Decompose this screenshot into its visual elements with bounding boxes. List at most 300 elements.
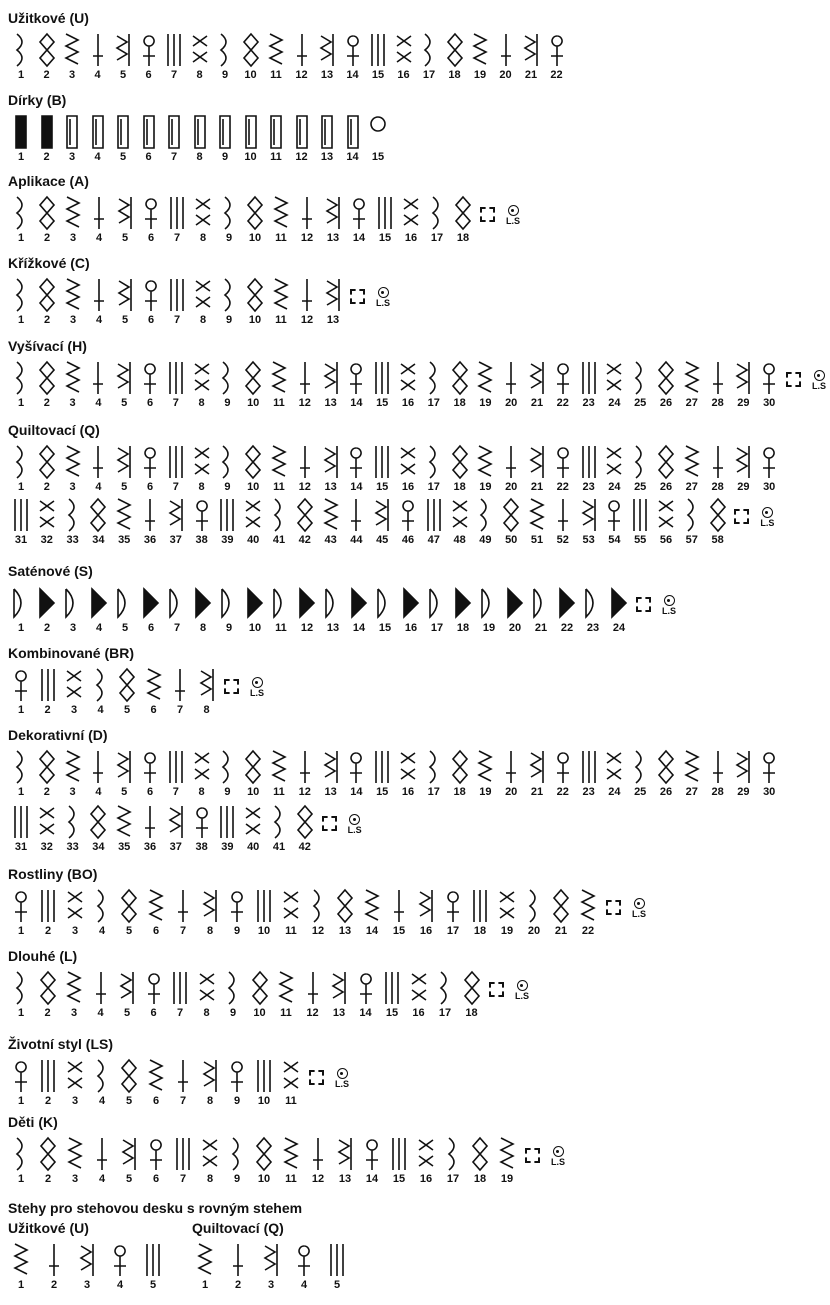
stitch-item-s-6[interactable] (138, 585, 164, 635)
stitch-item-bo-16[interactable] (413, 888, 439, 938)
stitch-item-s-4[interactable] (86, 585, 112, 635)
stitch-item-h-9[interactable] (214, 360, 240, 410)
ls-memory-button[interactable] (658, 595, 680, 616)
stitch-item-b-5[interactable] (110, 114, 136, 164)
stitch-item-d-11[interactable] (266, 749, 292, 799)
stitch-item-l-8[interactable] (194, 970, 220, 1020)
stitch-item-a-9[interactable] (216, 195, 242, 245)
stitch-item-br-2[interactable] (35, 667, 61, 717)
stitch-item-k-11[interactable] (278, 1136, 304, 1186)
stitch-item-q-41[interactable] (266, 497, 292, 547)
stitch-item-b-13[interactable] (314, 114, 340, 164)
stitch-item-k-18[interactable] (467, 1136, 493, 1186)
stitch-item-d-28[interactable] (705, 749, 731, 799)
stitch-item-d-9[interactable] (214, 749, 240, 799)
stitch-item-k-17[interactable] (440, 1136, 466, 1186)
stitch-item-u-9[interactable] (212, 32, 238, 82)
stitch-item-s-8[interactable] (190, 585, 216, 635)
stitch-item-d-32[interactable] (34, 804, 60, 854)
stitch-item-h-14[interactable] (343, 360, 369, 410)
stitch-item-h-5[interactable] (111, 360, 137, 410)
stitch-item-br-6[interactable] (141, 667, 167, 717)
stitch-item-bo-1[interactable] (8, 888, 34, 938)
user-stitch-box-icon[interactable] (480, 207, 495, 222)
stitch-item-d-18[interactable] (447, 749, 473, 799)
stitch-item-b-12[interactable] (289, 114, 315, 164)
stitch-item-spu-1[interactable] (8, 1242, 34, 1292)
stitch-item-l-1[interactable] (8, 970, 34, 1020)
stitch-item-d-19[interactable] (472, 749, 498, 799)
stitch-item-k-5[interactable] (116, 1136, 142, 1186)
stitch-item-h-2[interactable] (34, 360, 60, 410)
stitch-item-ls-7[interactable] (170, 1058, 196, 1108)
stitch-item-q-24[interactable] (601, 444, 627, 494)
stitch-item-q-53[interactable] (576, 497, 602, 547)
stitch-item-ls-11[interactable] (278, 1058, 304, 1108)
stitch-item-a-14[interactable] (346, 195, 372, 245)
stitch-item-s-5[interactable] (112, 585, 138, 635)
stitch-item-q-25[interactable] (627, 444, 653, 494)
stitch-item-d-20[interactable] (498, 749, 524, 799)
stitch-item-d-33[interactable] (60, 804, 86, 854)
stitch-item-c-2[interactable] (34, 277, 60, 327)
stitch-item-q-21[interactable] (524, 444, 550, 494)
stitch-item-u-6[interactable] (136, 32, 162, 82)
stitch-item-ls-3[interactable] (62, 1058, 88, 1108)
user-stitch-box-icon[interactable] (525, 1148, 540, 1163)
stitch-item-h-30[interactable] (756, 360, 782, 410)
stitch-item-bo-12[interactable] (305, 888, 331, 938)
stitch-item-k-9[interactable] (224, 1136, 250, 1186)
stitch-item-h-21[interactable] (524, 360, 550, 410)
stitch-item-bo-6[interactable] (143, 888, 169, 938)
stitch-item-a-15[interactable] (372, 195, 398, 245)
stitch-item-h-12[interactable] (292, 360, 318, 410)
stitch-item-l-4[interactable] (88, 970, 114, 1020)
stitch-item-d-37[interactable] (163, 804, 189, 854)
ls-memory-button[interactable] (331, 1068, 353, 1089)
stitch-item-bo-13[interactable] (332, 888, 358, 938)
stitch-item-u-13[interactable] (314, 32, 340, 82)
stitch-item-b-8[interactable] (187, 114, 213, 164)
stitch-item-a-7[interactable] (164, 195, 190, 245)
stitch-item-h-1[interactable] (8, 360, 34, 410)
stitch-item-d-26[interactable] (653, 749, 679, 799)
stitch-item-d-40[interactable] (240, 804, 266, 854)
stitch-item-bo-22[interactable] (575, 888, 601, 938)
stitch-item-d-3[interactable] (60, 749, 86, 799)
stitch-item-q-34[interactable] (85, 497, 111, 547)
stitch-item-s-21[interactable] (528, 585, 554, 635)
stitch-item-d-36[interactable] (137, 804, 163, 854)
stitch-item-d-2[interactable] (34, 749, 60, 799)
stitch-item-l-9[interactable] (220, 970, 246, 1020)
stitch-item-s-17[interactable] (424, 585, 450, 635)
stitch-item-a-16[interactable] (398, 195, 424, 245)
stitch-item-spq-2[interactable] (225, 1242, 251, 1292)
stitch-item-spq-1[interactable] (192, 1242, 218, 1292)
stitch-item-b-4[interactable] (85, 114, 111, 164)
stitch-item-q-44[interactable] (343, 497, 369, 547)
stitch-item-k-10[interactable] (251, 1136, 277, 1186)
stitch-item-q-9[interactable] (214, 444, 240, 494)
stitch-item-h-17[interactable] (421, 360, 447, 410)
stitch-item-q-3[interactable] (60, 444, 86, 494)
stitch-item-a-17[interactable] (424, 195, 450, 245)
stitch-item-h-3[interactable] (60, 360, 86, 410)
stitch-item-spq-4[interactable] (291, 1242, 317, 1292)
stitch-item-h-13[interactable] (318, 360, 344, 410)
stitch-item-s-22[interactable] (554, 585, 580, 635)
stitch-item-a-6[interactable] (138, 195, 164, 245)
stitch-item-d-22[interactable] (550, 749, 576, 799)
stitch-item-u-2[interactable] (34, 32, 60, 82)
stitch-item-b-10[interactable] (238, 114, 264, 164)
stitch-item-q-30[interactable] (756, 444, 782, 494)
stitch-item-d-31[interactable] (8, 804, 34, 854)
stitch-item-h-28[interactable] (705, 360, 731, 410)
stitch-item-a-3[interactable] (60, 195, 86, 245)
user-stitch-box-icon[interactable] (350, 289, 365, 304)
stitch-item-spq-3[interactable] (258, 1242, 284, 1292)
stitch-item-bo-17[interactable] (440, 888, 466, 938)
stitch-item-d-10[interactable] (240, 749, 266, 799)
stitch-item-spu-4[interactable] (107, 1242, 133, 1292)
stitch-item-d-6[interactable] (137, 749, 163, 799)
stitch-item-h-7[interactable] (163, 360, 189, 410)
stitch-item-s-11[interactable] (268, 585, 294, 635)
stitch-item-h-18[interactable] (447, 360, 473, 410)
stitch-item-a-18[interactable] (450, 195, 476, 245)
stitch-item-s-9[interactable] (216, 585, 242, 635)
stitch-item-q-39[interactable] (214, 497, 240, 547)
ls-memory-button[interactable] (808, 370, 830, 391)
user-stitch-box-icon[interactable] (489, 982, 504, 997)
stitch-item-q-42[interactable] (292, 497, 318, 547)
stitch-item-l-15[interactable] (379, 970, 405, 1020)
stitch-item-s-15[interactable] (372, 585, 398, 635)
stitch-item-u-1[interactable] (8, 32, 34, 82)
stitch-item-c-8[interactable] (190, 277, 216, 327)
stitch-item-d-13[interactable] (318, 749, 344, 799)
stitch-item-d-8[interactable] (189, 749, 215, 799)
stitch-item-q-10[interactable] (240, 444, 266, 494)
stitch-item-s-3[interactable] (60, 585, 86, 635)
stitch-item-q-55[interactable] (627, 497, 653, 547)
stitch-item-a-10[interactable] (242, 195, 268, 245)
stitch-item-ls-2[interactable] (35, 1058, 61, 1108)
stitch-item-s-7[interactable] (164, 585, 190, 635)
stitch-item-u-15[interactable] (365, 32, 391, 82)
stitch-item-b-11[interactable] (263, 114, 289, 164)
stitch-item-q-2[interactable] (34, 444, 60, 494)
stitch-item-q-32[interactable] (34, 497, 60, 547)
stitch-item-k-19[interactable] (494, 1136, 520, 1186)
stitch-item-l-18[interactable] (459, 970, 485, 1020)
stitch-item-q-56[interactable] (653, 497, 679, 547)
stitch-item-q-36[interactable] (137, 497, 163, 547)
stitch-item-k-6[interactable] (143, 1136, 169, 1186)
stitch-item-ls-1[interactable] (8, 1058, 34, 1108)
ls-memory-button[interactable] (344, 814, 366, 835)
stitch-item-bo-21[interactable] (548, 888, 574, 938)
ls-memory-button[interactable] (511, 980, 533, 1001)
stitch-item-a-2[interactable] (34, 195, 60, 245)
stitch-item-d-14[interactable] (343, 749, 369, 799)
stitch-item-h-4[interactable] (85, 360, 111, 410)
stitch-item-h-27[interactable] (679, 360, 705, 410)
stitch-item-s-2[interactable] (34, 585, 60, 635)
stitch-item-b-3[interactable] (59, 114, 85, 164)
stitch-item-bo-7[interactable] (170, 888, 196, 938)
stitch-item-k-14[interactable] (359, 1136, 385, 1186)
user-stitch-box-icon[interactable] (786, 372, 801, 387)
stitch-item-q-33[interactable] (60, 497, 86, 547)
stitch-item-d-24[interactable] (601, 749, 627, 799)
ls-memory-button[interactable] (372, 287, 394, 308)
stitch-item-br-7[interactable] (167, 667, 193, 717)
stitch-item-u-4[interactable] (85, 32, 111, 82)
stitch-item-q-5[interactable] (111, 444, 137, 494)
stitch-item-h-15[interactable] (369, 360, 395, 410)
stitch-item-h-24[interactable] (601, 360, 627, 410)
stitch-item-c-10[interactable] (242, 277, 268, 327)
stitch-item-spu-3[interactable] (74, 1242, 100, 1292)
stitch-item-h-16[interactable] (395, 360, 421, 410)
stitch-item-bo-5[interactable] (116, 888, 142, 938)
user-stitch-box-icon[interactable] (606, 900, 621, 915)
user-stitch-box-icon[interactable] (636, 597, 651, 612)
stitch-item-br-8[interactable] (194, 667, 220, 717)
stitch-item-c-3[interactable] (60, 277, 86, 327)
stitch-item-bo-11[interactable] (278, 888, 304, 938)
stitch-item-b-15[interactable] (365, 114, 391, 164)
stitch-item-bo-14[interactable] (359, 888, 385, 938)
stitch-item-q-19[interactable] (472, 444, 498, 494)
stitch-item-u-7[interactable] (161, 32, 187, 82)
stitch-item-bo-3[interactable] (62, 888, 88, 938)
user-stitch-box-icon[interactable] (734, 509, 749, 524)
stitch-item-q-17[interactable] (421, 444, 447, 494)
stitch-item-k-7[interactable] (170, 1136, 196, 1186)
stitch-item-spq-5[interactable] (324, 1242, 350, 1292)
stitch-item-s-24[interactable] (606, 585, 632, 635)
stitch-item-spu-5[interactable] (140, 1242, 166, 1292)
stitch-item-h-10[interactable] (240, 360, 266, 410)
stitch-item-u-18[interactable] (442, 32, 468, 82)
stitch-item-l-7[interactable] (167, 970, 193, 1020)
stitch-item-s-16[interactable] (398, 585, 424, 635)
stitch-item-q-18[interactable] (447, 444, 473, 494)
stitch-item-h-6[interactable] (137, 360, 163, 410)
stitch-item-a-4[interactable] (86, 195, 112, 245)
stitch-item-s-12[interactable] (294, 585, 320, 635)
stitch-item-u-12[interactable] (289, 32, 315, 82)
stitch-item-s-20[interactable] (502, 585, 528, 635)
stitch-item-a-11[interactable] (268, 195, 294, 245)
stitch-item-q-40[interactable] (240, 497, 266, 547)
stitch-item-l-13[interactable] (326, 970, 352, 1020)
stitch-item-c-6[interactable] (138, 277, 164, 327)
stitch-item-k-15[interactable] (386, 1136, 412, 1186)
stitch-item-br-1[interactable] (8, 667, 34, 717)
stitch-item-h-22[interactable] (550, 360, 576, 410)
stitch-item-k-1[interactable] (8, 1136, 34, 1186)
stitch-item-c-4[interactable] (86, 277, 112, 327)
stitch-item-s-19[interactable] (476, 585, 502, 635)
stitch-item-q-50[interactable] (498, 497, 524, 547)
stitch-item-bo-20[interactable] (521, 888, 547, 938)
stitch-item-l-6[interactable] (141, 970, 167, 1020)
stitch-item-k-16[interactable] (413, 1136, 439, 1186)
stitch-item-q-58[interactable] (705, 497, 731, 547)
stitch-item-u-10[interactable] (238, 32, 264, 82)
stitch-item-u-3[interactable] (59, 32, 85, 82)
stitch-item-d-23[interactable] (576, 749, 602, 799)
stitch-item-l-14[interactable] (353, 970, 379, 1020)
stitch-item-q-57[interactable] (679, 497, 705, 547)
stitch-item-q-29[interactable] (730, 444, 756, 494)
stitch-item-q-47[interactable] (421, 497, 447, 547)
stitch-item-d-4[interactable] (85, 749, 111, 799)
stitch-item-q-11[interactable] (266, 444, 292, 494)
stitch-item-l-5[interactable] (114, 970, 140, 1020)
stitch-item-q-37[interactable] (163, 497, 189, 547)
stitch-item-q-27[interactable] (679, 444, 705, 494)
stitch-item-d-39[interactable] (214, 804, 240, 854)
stitch-item-q-4[interactable] (85, 444, 111, 494)
stitch-item-d-1[interactable] (8, 749, 34, 799)
stitch-item-q-1[interactable] (8, 444, 34, 494)
stitch-item-s-13[interactable] (320, 585, 346, 635)
stitch-item-s-18[interactable] (450, 585, 476, 635)
stitch-item-q-31[interactable] (8, 497, 34, 547)
stitch-item-d-35[interactable] (111, 804, 137, 854)
stitch-item-b-1[interactable] (8, 114, 34, 164)
stitch-item-d-21[interactable] (524, 749, 550, 799)
stitch-item-u-17[interactable] (416, 32, 442, 82)
stitch-item-k-12[interactable] (305, 1136, 331, 1186)
stitch-item-l-16[interactable] (406, 970, 432, 1020)
stitch-item-q-8[interactable] (189, 444, 215, 494)
stitch-item-k-3[interactable] (62, 1136, 88, 1186)
stitch-item-bo-10[interactable] (251, 888, 277, 938)
stitch-item-u-11[interactable] (263, 32, 289, 82)
stitch-item-h-20[interactable] (498, 360, 524, 410)
stitch-item-ls-6[interactable] (143, 1058, 169, 1108)
stitch-item-c-12[interactable] (294, 277, 320, 327)
stitch-item-d-42[interactable] (292, 804, 318, 854)
stitch-item-h-23[interactable] (576, 360, 602, 410)
ls-memory-button[interactable] (628, 898, 650, 919)
stitch-item-q-7[interactable] (163, 444, 189, 494)
stitch-item-d-29[interactable] (730, 749, 756, 799)
stitch-item-a-13[interactable] (320, 195, 346, 245)
stitch-item-d-30[interactable] (756, 749, 782, 799)
stitch-item-s-14[interactable] (346, 585, 372, 635)
stitch-item-h-29[interactable] (730, 360, 756, 410)
stitch-item-b-9[interactable] (212, 114, 238, 164)
stitch-item-c-7[interactable] (164, 277, 190, 327)
stitch-item-h-8[interactable] (189, 360, 215, 410)
stitch-item-d-27[interactable] (679, 749, 705, 799)
stitch-item-q-15[interactable] (369, 444, 395, 494)
stitch-item-u-5[interactable] (110, 32, 136, 82)
stitch-item-q-14[interactable] (343, 444, 369, 494)
stitch-item-c-13[interactable] (320, 277, 346, 327)
stitch-item-c-1[interactable] (8, 277, 34, 327)
stitch-item-bo-9[interactable] (224, 888, 250, 938)
stitch-item-q-22[interactable] (550, 444, 576, 494)
stitch-item-l-3[interactable] (61, 970, 87, 1020)
stitch-item-b-6[interactable] (136, 114, 162, 164)
stitch-item-a-8[interactable] (190, 195, 216, 245)
stitch-item-a-1[interactable] (8, 195, 34, 245)
stitch-item-u-14[interactable] (340, 32, 366, 82)
user-stitch-box-icon[interactable] (224, 679, 239, 694)
stitch-item-h-11[interactable] (266, 360, 292, 410)
stitch-item-ls-8[interactable] (197, 1058, 223, 1108)
stitch-item-d-7[interactable] (163, 749, 189, 799)
stitch-item-q-54[interactable] (601, 497, 627, 547)
stitch-item-u-21[interactable] (518, 32, 544, 82)
stitch-item-a-12[interactable] (294, 195, 320, 245)
stitch-item-s-10[interactable] (242, 585, 268, 635)
stitch-item-l-12[interactable] (300, 970, 326, 1020)
stitch-item-q-43[interactable] (318, 497, 344, 547)
stitch-item-l-10[interactable] (247, 970, 273, 1020)
stitch-item-br-5[interactable] (114, 667, 140, 717)
stitch-item-d-12[interactable] (292, 749, 318, 799)
stitch-item-a-5[interactable] (112, 195, 138, 245)
ls-memory-button[interactable] (246, 677, 268, 698)
stitch-item-c-5[interactable] (112, 277, 138, 327)
stitch-item-d-17[interactable] (421, 749, 447, 799)
stitch-item-d-38[interactable] (189, 804, 215, 854)
stitch-item-d-34[interactable] (85, 804, 111, 854)
stitch-item-d-16[interactable] (395, 749, 421, 799)
stitch-item-bo-4[interactable] (89, 888, 115, 938)
stitch-item-br-4[interactable] (88, 667, 114, 717)
stitch-item-q-49[interactable] (472, 497, 498, 547)
stitch-item-d-41[interactable] (266, 804, 292, 854)
stitch-item-k-2[interactable] (35, 1136, 61, 1186)
stitch-item-spu-2[interactable] (41, 1242, 67, 1292)
stitch-item-br-3[interactable] (61, 667, 87, 717)
stitch-item-u-8[interactable] (187, 32, 213, 82)
stitch-item-u-20[interactable] (493, 32, 519, 82)
stitch-item-ls-5[interactable] (116, 1058, 142, 1108)
stitch-item-b-7[interactable] (161, 114, 187, 164)
stitch-item-bo-18[interactable] (467, 888, 493, 938)
stitch-item-u-19[interactable] (467, 32, 493, 82)
user-stitch-box-icon[interactable] (309, 1070, 324, 1085)
stitch-item-s-1[interactable] (8, 585, 34, 635)
stitch-item-k-13[interactable] (332, 1136, 358, 1186)
ls-memory-button[interactable] (547, 1146, 569, 1167)
stitch-item-h-26[interactable] (653, 360, 679, 410)
stitch-item-q-16[interactable] (395, 444, 421, 494)
stitch-item-u-22[interactable] (544, 32, 570, 82)
stitch-item-b-2[interactable] (34, 114, 60, 164)
stitch-item-bo-15[interactable] (386, 888, 412, 938)
stitch-item-q-38[interactable] (189, 497, 215, 547)
stitch-item-q-48[interactable] (447, 497, 473, 547)
stitch-item-c-11[interactable] (268, 277, 294, 327)
stitch-item-s-23[interactable] (580, 585, 606, 635)
stitch-item-d-5[interactable] (111, 749, 137, 799)
stitch-item-c-9[interactable] (216, 277, 242, 327)
